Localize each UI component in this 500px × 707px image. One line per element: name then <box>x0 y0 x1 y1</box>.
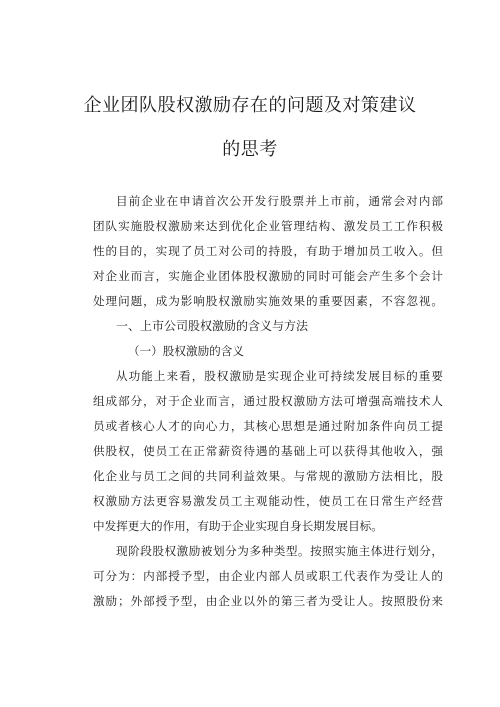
document-title-line-2: 的思考 <box>222 139 278 160</box>
paragraph-3-line: 可分为：内部授予型，由企业内部人员或职工代表作为受让人的 <box>93 569 443 583</box>
paragraph-1-line: 对企业而言，实施企业团体股权激励的同时可能会产生多个会计 <box>93 269 443 283</box>
paragraph-2-line: 权激励方法更容易激发员工主观能动性，使员工在日常生产经营 <box>93 494 443 508</box>
paragraph-2-line: 组成部分，对于企业而言，通过股权激励方法可增强高端技术人 <box>93 394 443 408</box>
paragraph-2-line: 供股权，使员工在正常薪资待遇的基础上可以获得其他收入，强 <box>93 444 443 458</box>
paragraph-1-line: 处理问题，成为影响股权激励实施效果的重要因素，不容忽视。 <box>93 294 443 308</box>
paragraph-2-line: 化企业与员工之间的共同利益效果。与常规的激励方法相比，股 <box>93 469 443 483</box>
section-heading: 一、上市公司股权激励的含义与方法 <box>116 319 309 333</box>
paragraph-3-line: 现阶段股权激励被划分为多种类型。按照实施主体进行划分， <box>116 544 443 558</box>
paragraph-1-line: 团队实施股权激励来达到优化企业管理结构、激发员工工作积极 <box>93 219 443 233</box>
paragraph-2-line: 中发挥更大的作用，有助于企业实现自身长期发展目标。 <box>93 519 383 533</box>
paragraph-1-line: 性的目的，实现了员工对公司的持股，有助于增加员工收入。但 <box>93 244 443 258</box>
paragraph-2-line: 从功能上来看，股权激励是实现企业可持续发展目标的重要 <box>116 369 443 383</box>
paragraph-3-line: 激励；外部授予型，由企业以外的第三者为受让人。按照股份来 <box>93 594 443 608</box>
document-title-line-1: 企业团队股权激励存在的问题及对策建议 <box>83 95 417 116</box>
paragraph-1-line: 目前企业在申请首次公开发行股票并上市前，通常会对内部 <box>116 194 443 208</box>
paragraph-2-line: 员或者核心人才的向心力，其核心思想是通过附加条件向员工提 <box>93 419 443 433</box>
subsection-heading: （一）股权激励的含义 <box>128 344 244 358</box>
